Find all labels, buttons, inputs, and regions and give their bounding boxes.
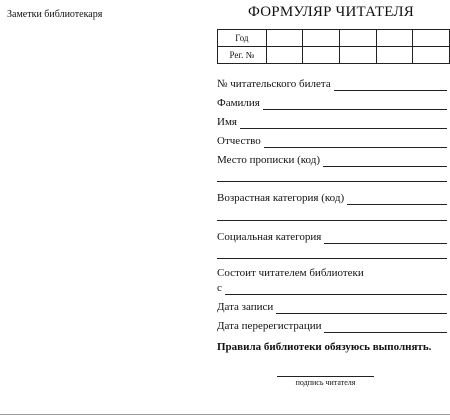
registration-number-cell[interactable]	[376, 47, 413, 64]
card-number-label: № читательского билета	[217, 78, 331, 90]
year-label: Год	[218, 30, 267, 47]
social-category-line[interactable]	[324, 233, 447, 244]
social-category-extra-line[interactable]	[217, 258, 447, 259]
form-title: ФОРМУЛЯР ЧИТАТЕЛЯ	[248, 4, 414, 20]
year-cell[interactable]	[266, 30, 303, 47]
age-category-field	[217, 192, 447, 205]
surname-field	[217, 97, 447, 110]
signature-caption: подпись читателя	[295, 378, 356, 387]
reregistration-date-line[interactable]	[324, 322, 447, 333]
surname-line[interactable]	[263, 99, 447, 110]
name-field	[217, 116, 447, 129]
member-since-heading	[217, 267, 447, 280]
member-since-field	[217, 282, 447, 295]
registration-number-cell[interactable]	[303, 47, 340, 64]
age-category-extra-line[interactable]	[217, 220, 447, 221]
year-cell[interactable]	[376, 30, 413, 47]
registration-address-line[interactable]	[323, 156, 447, 167]
record-date-field	[217, 301, 447, 314]
record-date-line[interactable]	[276, 303, 447, 314]
card-number-field	[217, 78, 447, 91]
name-line[interactable]	[240, 118, 447, 129]
reregistration-date-field	[217, 320, 447, 333]
registration-number-row	[218, 47, 450, 64]
registration-number-label: Рег. №	[218, 47, 267, 64]
surname-label: Фамилия	[217, 97, 260, 109]
card-number-line[interactable]	[334, 80, 447, 91]
social-category-label: Социальная категория	[217, 231, 322, 243]
signature-line[interactable]	[277, 376, 374, 377]
registration-address-field	[217, 154, 447, 167]
social-category-field	[217, 231, 447, 244]
patronymic-field	[217, 135, 447, 148]
name-label: Имя	[217, 116, 237, 128]
year-row	[218, 30, 450, 47]
age-category-label: Возрастная категория (код)	[217, 192, 345, 204]
member-since-prefix: с	[217, 282, 222, 294]
registration-number-cell[interactable]	[266, 47, 303, 64]
library-rules-statement: Правила библиотеки обязуюсь выполнять.	[217, 341, 432, 353]
year-cell[interactable]	[413, 30, 450, 47]
year-cell[interactable]	[340, 30, 377, 47]
registration-number-cell[interactable]	[413, 47, 450, 64]
librarian-notes-label: Заметки библиотекаря	[7, 9, 103, 20]
page-bottom-edge	[0, 414, 450, 415]
year-registration-grid	[217, 29, 450, 64]
patronymic-label: Отчество	[217, 135, 261, 147]
member-since-label: Состоит читателем библиотеки	[217, 267, 364, 279]
record-date-label: Дата записи	[217, 301, 274, 313]
member-since-line[interactable]	[225, 284, 447, 295]
year-cell[interactable]	[303, 30, 340, 47]
registration-address-label: Место прописки (код)	[217, 154, 321, 166]
reregistration-date-label: Дата перерегистрации	[217, 320, 322, 332]
patronymic-line[interactable]	[264, 137, 447, 148]
registration-address-extra-line[interactable]	[217, 181, 447, 182]
age-category-line[interactable]	[347, 194, 447, 205]
registration-number-cell[interactable]	[340, 47, 377, 64]
